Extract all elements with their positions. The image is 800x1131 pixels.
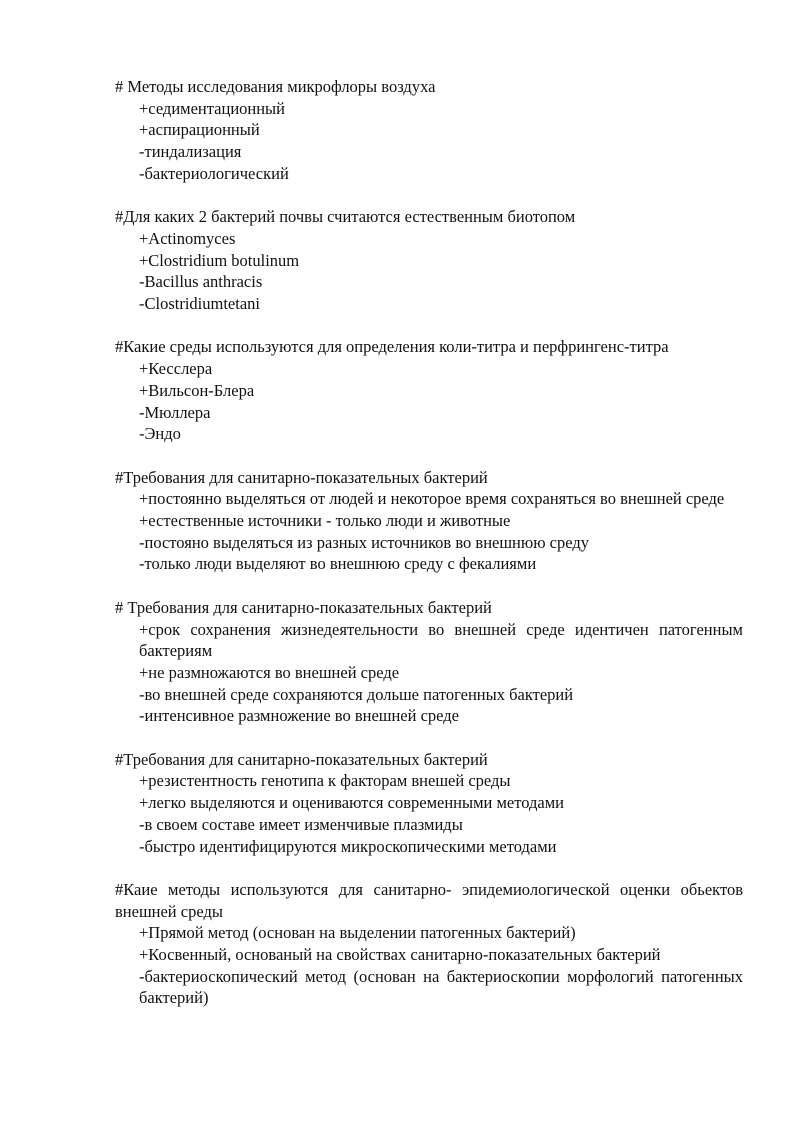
question-text: # Методы исследования микрофлоры воздуха	[115, 77, 436, 96]
answer-option: +Actinomyces	[139, 228, 236, 248]
answer-option: +легко выделяются и оцениваются современными методами	[139, 793, 565, 813]
document-body	[115, 76, 743, 1031]
answer-option: +Clostridium botulinum	[139, 250, 300, 270]
answer-option: +естественные источники - только люди и животные	[139, 511, 511, 531]
answer-list	[115, 228, 743, 315]
question-text: #Для каких 2 бактерий почвы считаются естественным биотопом	[115, 207, 576, 227]
answer-option: +не размножаются во внешней среде	[139, 662, 400, 682]
answer-option: -бактериологический	[139, 163, 289, 183]
answer-option: +Косвенный, основаный на свойствах санитарно-показательных бактерий	[139, 945, 661, 965]
answer-option: -Bacillus anthracis	[139, 272, 263, 292]
answer-option: +резистентность генотипа к факторам внешей среды	[139, 771, 511, 791]
question-text: #Какие среды используются для определения коли-титра и перфрингенс-титра	[115, 337, 669, 357]
answer-option: +Кесслера	[139, 359, 213, 379]
answer-option: -постояно выделяться из разных источников во внешнюю среду	[139, 532, 589, 552]
question-block	[115, 467, 743, 576]
question-block	[115, 76, 743, 185]
question-block	[115, 879, 743, 1009]
answer-list	[115, 488, 743, 575]
question-block	[115, 206, 743, 315]
answer-option: -в своем составе имеет изменчивые плазмиды	[139, 814, 463, 834]
answer-list	[115, 922, 743, 1009]
answer-list	[115, 98, 743, 185]
answer-list	[115, 770, 743, 857]
answer-option: +срок сохранения жизнедеятельности во внешней среде идентичен патогенным бактериям	[139, 619, 743, 661]
question-text: # Требования для санитарно-показательных бактерий	[115, 597, 492, 617]
answer-option: +седиментационный	[139, 98, 285, 118]
answer-option: -во внешней среде сохраняются дольше патогенных бактерий	[139, 684, 574, 704]
question-block	[115, 749, 743, 858]
question-block	[115, 597, 743, 727]
answer-option: -интенсивное размножение во внешней среде	[139, 706, 459, 726]
answer-list	[115, 358, 743, 445]
answer-option: -Мюллера	[139, 402, 211, 422]
question-text: #Требования для санитарно-показательных бактерий	[115, 467, 488, 487]
question-text: #Требования для санитарно-показательных бактерий	[115, 749, 488, 769]
answer-option: +Прямой метод (основан на выделении патогенных бактерий)	[139, 923, 576, 943]
answer-option: -Clostridiumtetani	[139, 294, 260, 314]
answer-option: +постоянно выделяться от людей и некоторое время сохраняться во внешней среде	[139, 489, 725, 509]
answer-list	[115, 619, 743, 728]
answer-option: -Эндо	[139, 424, 181, 444]
question-block	[115, 336, 743, 445]
answer-option: -только люди выделяют во внешнюю среду с фекалиями	[139, 554, 537, 574]
answer-option: -быстро идентифицируются микроскопическими методами	[139, 836, 557, 856]
answer-option: -бактериоскопический метод (основан на бактериоскопии морфологий патогенных бактерий)	[139, 966, 743, 1008]
answer-option: +Вильсон-Блера	[139, 380, 255, 400]
answer-option: +аспирационный	[139, 120, 260, 140]
answer-option: -тиндализация	[139, 142, 242, 162]
question-text: #Каие методы используются для санитарно- эпидемиологической оценки обьектов внешней среды	[115, 879, 743, 921]
